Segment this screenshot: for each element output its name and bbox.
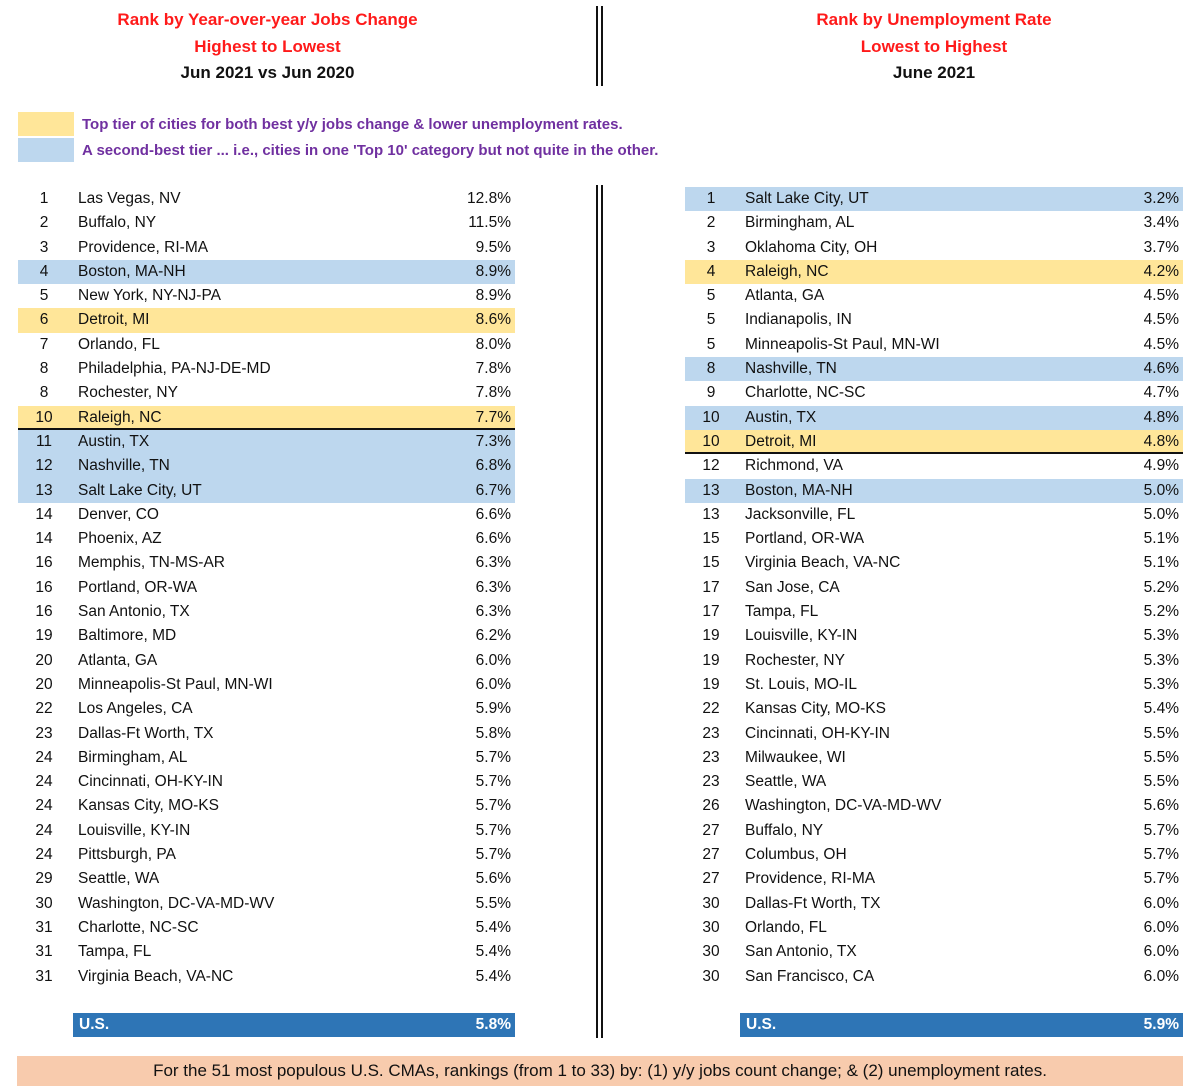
rank-cell: 22 <box>702 700 720 718</box>
legend-gold <box>18 112 623 136</box>
city-cell: Birmingham, AL <box>745 214 855 232</box>
city-cell: Virginia Beach, VA-NC <box>745 554 901 572</box>
city-cell: Pittsburgh, PA <box>78 846 176 864</box>
value-cell: 4.9% <box>1143 457 1179 475</box>
value-cell: 4.6% <box>1143 360 1179 378</box>
rank-cell: 27 <box>702 846 720 864</box>
city-cell: St. Louis, MO-IL <box>745 675 857 693</box>
rank-cell: 15 <box>702 554 720 572</box>
value-cell: 5.2% <box>1143 603 1179 621</box>
value-cell: 4.8% <box>1143 408 1179 426</box>
table-row <box>18 697 515 721</box>
rank-cell: 15 <box>702 530 720 548</box>
table-row <box>18 600 515 624</box>
city-cell: Washington, DC-VA-MD-WV <box>78 894 275 912</box>
city-cell: Detroit, MI <box>745 432 817 450</box>
table-row <box>18 843 515 867</box>
rank-cell: 30 <box>702 918 720 936</box>
rank-cell: 30 <box>702 967 720 985</box>
city-cell: Minneapolis-St Paul, MN-WI <box>78 675 273 693</box>
table-row <box>18 211 515 235</box>
rank-cell: 1 <box>706 190 716 207</box>
value-cell: 5.4% <box>475 918 511 936</box>
city-cell: Seattle, WA <box>745 773 827 791</box>
value-cell: 3.7% <box>1143 238 1179 256</box>
us-total-value: 5.8% <box>475 1016 511 1033</box>
table-row <box>18 236 515 260</box>
footer-note: For the 51 most populous U.S. CMAs, rankings (from 1 to 33) by: (1) y/y jobs count change; & (2) unemployment rates. <box>17 1056 1183 1086</box>
city-cell: Richmond, VA <box>745 457 843 475</box>
rank-cell: 31 <box>35 967 53 985</box>
city-cell: Buffalo, NY <box>745 821 824 839</box>
city-cell: San Antonio, TX <box>78 603 190 621</box>
table-row <box>18 794 515 818</box>
table-row <box>18 357 515 381</box>
value-cell: 6.6% <box>475 530 511 548</box>
value-cell: 5.2% <box>1143 578 1179 596</box>
table-row <box>685 308 1183 332</box>
rank-cell: 20 <box>35 675 53 693</box>
rank-cell: 17 <box>702 578 720 596</box>
value-cell: 5.7% <box>1143 870 1179 888</box>
city-cell: Birmingham, AL <box>78 748 188 766</box>
table-row <box>18 673 515 697</box>
city-cell: Atlanta, GA <box>745 287 825 305</box>
rank-cell: 19 <box>35 627 53 645</box>
unemployment-rate-table <box>685 187 1183 989</box>
table-row <box>685 454 1183 478</box>
value-cell: 5.9% <box>475 700 511 718</box>
rank-cell: 13 <box>702 481 720 499</box>
table-row <box>685 381 1183 405</box>
table-row <box>18 965 515 989</box>
us-total-value: 5.9% <box>1143 1016 1179 1033</box>
city-cell: Charlotte, NC-SC <box>745 384 866 402</box>
value-cell: 5.6% <box>475 870 511 888</box>
city-cell: Tampa, FL <box>78 943 152 961</box>
city-cell: Jacksonville, FL <box>745 505 856 523</box>
value-cell: 5.1% <box>1143 554 1179 572</box>
value-cell: 4.5% <box>1143 287 1179 305</box>
rank-cell: 8 <box>39 384 49 402</box>
city-cell: Buffalo, NY <box>78 214 157 232</box>
table-row <box>685 284 1183 308</box>
table-row <box>18 576 515 600</box>
table-row <box>18 940 515 964</box>
value-cell: 5.5% <box>1143 724 1179 742</box>
city-cell: Providence, RI-MA <box>745 870 876 888</box>
value-cell: 5.7% <box>475 821 511 839</box>
rank-cell: 24 <box>35 797 53 815</box>
value-cell: 8.9% <box>475 287 511 305</box>
table-row <box>685 843 1183 867</box>
table-row <box>685 697 1183 721</box>
table-row <box>685 503 1183 527</box>
value-cell: 4.5% <box>1143 335 1179 353</box>
right-header-title: Rank by Unemployment Rate <box>816 10 1052 29</box>
rank-cell: 2 <box>39 214 49 232</box>
rank-cell: 10 <box>702 432 720 450</box>
us-total-label: U.S. <box>746 1016 777 1033</box>
table-row <box>18 430 515 454</box>
value-cell: 6.0% <box>1143 967 1179 985</box>
city-cell: Raleigh, NC <box>745 262 829 280</box>
value-cell: 6.8% <box>475 457 511 475</box>
table-row <box>18 722 515 746</box>
value-cell: 5.7% <box>475 846 511 864</box>
table-row <box>685 916 1183 940</box>
rank-cell: 14 <box>35 530 53 548</box>
city-cell: Louisville, KY-IN <box>745 627 858 645</box>
value-cell: 5.6% <box>1143 797 1179 815</box>
rank-cell: 12 <box>35 457 53 475</box>
value-cell: 7.3% <box>475 432 511 450</box>
value-cell: 4.5% <box>1143 311 1179 329</box>
table-row <box>18 479 515 503</box>
city-cell: Dallas-Ft Worth, TX <box>745 894 881 912</box>
rank-cell: 27 <box>702 870 720 888</box>
rank-cell: 19 <box>702 651 720 669</box>
rank-cell: 23 <box>35 724 53 742</box>
table-row <box>18 454 515 478</box>
city-cell: Nashville, TN <box>78 457 170 475</box>
right-header-period: June 2021 <box>892 63 976 82</box>
city-cell: Las Vegas, NV <box>78 190 181 207</box>
legend-gold-text: Top tier of cities for both best y/y jobs change & lower unemployment rates. <box>82 115 623 133</box>
value-cell: 6.0% <box>475 651 511 669</box>
city-cell: Rochester, NY <box>78 384 178 402</box>
value-cell: 5.7% <box>1143 846 1179 864</box>
value-cell: 5.0% <box>1143 481 1179 499</box>
rank-cell: 24 <box>35 748 53 766</box>
table-row <box>685 794 1183 818</box>
city-cell: Seattle, WA <box>78 870 160 888</box>
city-cell: Baltimore, MD <box>78 627 177 645</box>
value-cell: 5.3% <box>1143 675 1179 693</box>
rank-cell: 19 <box>702 627 720 645</box>
table-row <box>685 576 1183 600</box>
value-cell: 8.9% <box>475 262 511 280</box>
left-header-title: Rank by Year-over-year Jobs Change <box>117 10 418 29</box>
value-cell: 5.8% <box>475 724 511 742</box>
table-row <box>18 551 515 575</box>
rank-cell: 6 <box>39 311 49 329</box>
us-total-jobs-change <box>73 1013 515 1037</box>
city-cell: Tampa, FL <box>745 603 819 621</box>
city-cell: San Francisco, CA <box>745 967 875 985</box>
rank-cell: 3 <box>39 238 49 256</box>
us-total-label: U.S. <box>79 1016 110 1033</box>
value-cell: 7.8% <box>475 384 511 402</box>
rank-cell: 27 <box>702 821 720 839</box>
rank-cell: 23 <box>702 773 720 791</box>
city-cell: Dallas-Ft Worth, TX <box>78 724 214 742</box>
table-row <box>18 260 515 284</box>
table-row <box>18 308 515 332</box>
value-cell: 5.3% <box>1143 627 1179 645</box>
rank-cell: 24 <box>35 846 53 864</box>
table-row <box>685 357 1183 381</box>
left-header-subtitle: Highest to Lowest <box>194 36 341 56</box>
value-cell: 6.0% <box>475 675 511 693</box>
rank-cell: 30 <box>35 894 53 912</box>
rank-cell: 26 <box>702 797 720 815</box>
value-cell: 5.4% <box>1143 700 1179 718</box>
rank-cell: 4 <box>39 262 49 280</box>
city-cell: Providence, RI-MA <box>78 238 209 256</box>
rank-cell: 13 <box>702 505 720 523</box>
table-row <box>685 600 1183 624</box>
table-row <box>18 892 515 916</box>
value-cell: 5.7% <box>475 748 511 766</box>
city-cell: Philadelphia, PA-NJ-DE-MD <box>78 360 271 378</box>
city-cell: Indianapolis, IN <box>745 311 852 329</box>
left-header <box>20 7 515 87</box>
rank-cell: 29 <box>35 870 53 888</box>
value-cell: 4.8% <box>1143 432 1179 450</box>
table-row <box>685 770 1183 794</box>
table-row <box>18 770 515 794</box>
table-row <box>18 333 515 357</box>
value-cell: 8.6% <box>475 311 511 329</box>
city-cell: Louisville, KY-IN <box>78 821 191 839</box>
table-row <box>685 819 1183 843</box>
right-header <box>685 7 1183 87</box>
table-row <box>685 551 1183 575</box>
table-row <box>685 527 1183 551</box>
value-cell: 5.7% <box>1143 821 1179 839</box>
main-divider-line-a <box>596 185 598 1038</box>
value-cell: 6.0% <box>1143 918 1179 936</box>
value-cell: 5.7% <box>475 797 511 815</box>
rank-cell: 12 <box>702 457 720 475</box>
table-row <box>685 673 1183 697</box>
rank-cell: 17 <box>702 603 720 621</box>
rank-cell: 1 <box>39 190 49 207</box>
city-cell: San Jose, CA <box>745 578 840 596</box>
city-cell: Columbus, OH <box>745 846 847 864</box>
value-cell: 5.1% <box>1143 530 1179 548</box>
city-cell: Salt Lake City, UT <box>745 190 869 207</box>
table-row <box>18 649 515 673</box>
table-row <box>685 746 1183 770</box>
table-row <box>685 479 1183 503</box>
rank-cell: 24 <box>35 821 53 839</box>
legend-blue <box>18 138 658 162</box>
value-cell: 6.7% <box>475 481 511 499</box>
rank-cell: 11 <box>35 432 53 450</box>
city-cell: Cincinnati, OH-KY-IN <box>745 724 891 742</box>
table-row <box>18 284 515 308</box>
rank-cell: 19 <box>702 675 720 693</box>
table-row <box>685 236 1183 260</box>
value-cell: 9.5% <box>475 238 511 256</box>
rank-cell: 2 <box>706 214 716 232</box>
value-cell: 4.7% <box>1143 384 1179 402</box>
rank-cell: 14 <box>35 505 53 523</box>
table-row <box>18 503 515 527</box>
value-cell: 6.3% <box>475 603 511 621</box>
rank-cell: 10 <box>702 408 720 426</box>
value-cell: 3.2% <box>1143 190 1179 207</box>
table-row <box>685 211 1183 235</box>
city-cell: Salt Lake City, UT <box>78 481 202 499</box>
table-row <box>18 187 515 211</box>
city-cell: Oklahoma City, OH <box>745 238 878 256</box>
city-cell: Orlando, FL <box>78 335 160 353</box>
city-cell: Kansas City, MO-KS <box>745 700 886 718</box>
city-cell: Orlando, FL <box>745 918 827 936</box>
city-cell: Detroit, MI <box>78 311 150 329</box>
table-row <box>685 965 1183 989</box>
rank-cell: 20 <box>35 651 53 669</box>
rank-cell: 16 <box>35 554 53 572</box>
rank-cell: 24 <box>35 773 53 791</box>
rank-cell: 10 <box>35 408 53 426</box>
table-row <box>685 430 1183 454</box>
rank-cell: 3 <box>706 238 716 256</box>
table-row <box>685 892 1183 916</box>
left-header-period: Jun 2021 vs Jun 2020 <box>180 63 355 82</box>
table-row <box>18 624 515 648</box>
right-header-subtitle: Lowest to Highest <box>860 36 1008 56</box>
city-cell: Denver, CO <box>78 505 159 523</box>
table-row <box>685 333 1183 357</box>
city-cell: Rochester, NY <box>745 651 845 669</box>
rank-cell: 5 <box>39 287 49 305</box>
rank-cell: 9 <box>706 384 716 402</box>
value-cell: 3.4% <box>1143 214 1179 232</box>
table-row <box>18 916 515 940</box>
value-cell: 7.7% <box>475 408 511 426</box>
city-cell: Cincinnati, OH-KY-IN <box>78 773 224 791</box>
table-row <box>18 746 515 770</box>
city-cell: San Antonio, TX <box>745 943 857 961</box>
legend-gold-swatch <box>18 112 74 136</box>
table-row <box>18 867 515 891</box>
city-cell: Atlanta, GA <box>78 651 158 669</box>
value-cell: 6.0% <box>1143 894 1179 912</box>
table-row <box>685 187 1183 211</box>
value-cell: 6.0% <box>1143 943 1179 961</box>
rank-cell: 31 <box>35 943 53 961</box>
table-row <box>685 940 1183 964</box>
jobs-change-table <box>18 187 515 989</box>
city-cell: Portland, OR-WA <box>78 578 198 596</box>
rank-cell: 22 <box>35 700 53 718</box>
value-cell: 12.8% <box>467 190 511 207</box>
table-row <box>685 624 1183 648</box>
value-cell: 6.3% <box>475 578 511 596</box>
table-row <box>18 527 515 551</box>
city-cell: Raleigh, NC <box>78 408 162 426</box>
rank-cell: 13 <box>35 481 53 499</box>
value-cell: 6.6% <box>475 505 511 523</box>
top-divider-line-b <box>601 6 603 86</box>
table-row <box>18 406 515 430</box>
value-cell: 5.4% <box>475 943 511 961</box>
city-cell: Washington, DC-VA-MD-WV <box>745 797 942 815</box>
city-cell: Los Angeles, CA <box>78 700 193 718</box>
value-cell: 8.0% <box>475 335 511 353</box>
top-divider-line-a <box>596 6 598 86</box>
rank-cell: 16 <box>35 578 53 596</box>
rank-cell: 16 <box>35 603 53 621</box>
city-cell: Charlotte, NC-SC <box>78 918 199 936</box>
table-row <box>685 649 1183 673</box>
city-cell: Phoenix, AZ <box>78 530 162 548</box>
rank-cell: 5 <box>706 311 716 329</box>
table-row <box>685 406 1183 430</box>
rank-cell: 4 <box>706 262 716 280</box>
table-row <box>685 260 1183 284</box>
value-cell: 5.3% <box>1143 651 1179 669</box>
rank-cell: 8 <box>706 360 716 378</box>
value-cell: 7.8% <box>475 360 511 378</box>
city-cell: Minneapolis-St Paul, MN-WI <box>745 335 940 353</box>
city-cell: New York, NY-NJ-PA <box>78 287 221 305</box>
rank-cell: 8 <box>39 360 49 378</box>
city-cell: Nashville, TN <box>745 360 837 378</box>
rank-cell: 31 <box>35 918 53 936</box>
value-cell: 5.0% <box>1143 505 1179 523</box>
rank-cell: 30 <box>702 894 720 912</box>
main-divider-line-b <box>601 185 603 1038</box>
city-cell: Memphis, TN-MS-AR <box>78 554 225 572</box>
value-cell: 6.2% <box>475 627 511 645</box>
city-cell: Portland, OR-WA <box>745 530 865 548</box>
value-cell: 5.5% <box>1143 748 1179 766</box>
value-cell: 11.5% <box>468 214 511 232</box>
rank-cell: 23 <box>702 724 720 742</box>
legend-blue-text: A second-best tier ... i.e., cities in one 'Top 10' category but not quite in the other. <box>82 141 659 159</box>
city-cell: Kansas City, MO-KS <box>78 797 219 815</box>
value-cell: 5.5% <box>475 894 511 912</box>
value-cell: 4.2% <box>1143 262 1179 280</box>
city-cell: Austin, TX <box>745 408 817 426</box>
city-cell: Boston, MA-NH <box>745 481 853 499</box>
city-cell: Milwaukee, WI <box>745 748 846 766</box>
city-cell: Virginia Beach, VA-NC <box>78 967 234 985</box>
value-cell: 6.3% <box>475 554 511 572</box>
city-cell: Boston, MA-NH <box>78 262 186 280</box>
us-total-unemployment <box>740 1013 1183 1037</box>
city-cell: Austin, TX <box>78 432 150 450</box>
rank-cell: 23 <box>702 748 720 766</box>
table-row <box>18 819 515 843</box>
rank-cell: 7 <box>39 335 49 353</box>
legend-blue-swatch <box>18 138 74 162</box>
table-row <box>685 722 1183 746</box>
rank-cell: 5 <box>706 287 716 305</box>
value-cell: 5.7% <box>475 773 511 791</box>
value-cell: 5.5% <box>1143 773 1179 791</box>
table-row <box>18 381 515 405</box>
table-row <box>685 867 1183 891</box>
rank-cell: 30 <box>702 943 720 961</box>
rank-cell: 5 <box>706 335 716 353</box>
value-cell: 5.4% <box>475 967 511 985</box>
